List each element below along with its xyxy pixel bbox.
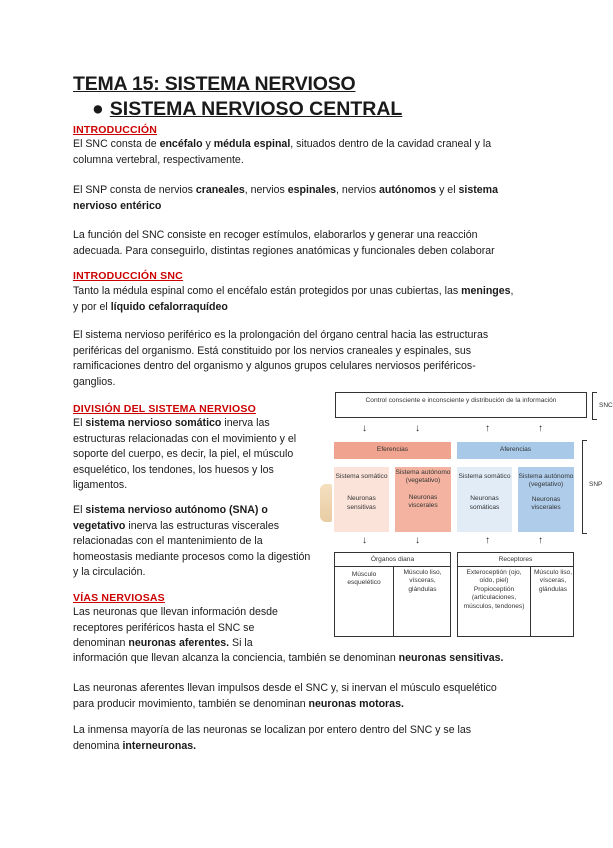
- text: Si la: [229, 637, 253, 649]
- heading-vias-nerviosas: VÍAS NERVIOSAS: [73, 592, 165, 604]
- heading-division: DIVISIÓN DEL SISTEMA NERVIOSO: [73, 403, 256, 415]
- text: información que llevan alcanza la conciencia, también se denominan: [73, 652, 399, 664]
- box-label: Sistema autónomo (vegetativo): [518, 473, 574, 489]
- box-cell: Músculo esquelético: [347, 571, 381, 587]
- snp-label: SNP: [589, 481, 603, 488]
- text: y el: [436, 184, 459, 196]
- paragraph-intro-3: La función del SNC consiste en recoger estímulos, elaborarlos y generar una reacción adecuada. Para conseguirlo, distintas regiones anatómicas y funcionales deben colaborar: [73, 229, 495, 257]
- arrow-down-icon: ↓: [362, 423, 367, 434]
- text: El SNP consta de nervios: [73, 184, 196, 196]
- diagram-efferent-somatic: [334, 467, 389, 532]
- paragraph-division-2: [73, 503, 313, 581]
- bold-text: craneales: [195, 184, 245, 196]
- paragraph-vias-1b: [73, 651, 563, 667]
- box-cell: Músculo liso, vísceras, glándulas: [403, 569, 442, 593]
- text: , situados dentro de la cavidad craneal y la columna vertebral, respectivamente.: [73, 138, 492, 166]
- snc-label: SNC: [599, 402, 613, 409]
- paragraph-division-1: [73, 416, 313, 494]
- text: inerva las estructuras relacionadas con el movimiento y el soporte del cuerpo, es decir, la piel, el músculo esquelético, los tendones, los huesos y los ligamentos.: [73, 417, 297, 491]
- diagram-efferent-box: Eferencias: [334, 442, 451, 459]
- paragraph-intro-2: [73, 183, 518, 214]
- bold-text: espinales: [287, 184, 337, 196]
- box-sublabel: Neuronas viscerales: [408, 493, 438, 510]
- bold-text: neuronas motoras.: [308, 697, 404, 710]
- arrow-up-icon: ↑: [538, 423, 543, 434]
- text: inerva las estructuras viscerales relacionadas con el mantenimiento de la homeostasis mediante procesos como la digestión y la circulación.: [73, 519, 311, 578]
- text: El: [73, 504, 86, 516]
- bold-text: médula espinal: [213, 138, 291, 150]
- text: , nervios: [336, 184, 380, 196]
- bold-text: sistema nervioso autónomo (SNA) o vegetativo: [73, 504, 268, 532]
- box-label: Sistema somático: [458, 473, 511, 480]
- arrow-up-icon: ↑: [485, 535, 490, 546]
- text: El SNC consta de: [73, 138, 160, 150]
- diagram-afferent-somatic: [457, 467, 512, 532]
- text: Las neuronas que llevan información desde receptores periféricos hasta el SNC se denominan: [73, 606, 278, 649]
- bold-text: neuronas aferentes.: [128, 637, 230, 649]
- box-cell: Exteroceptión (ojo, oído, piel) Propioceptión (articulaciones, músculos, tendones): [463, 569, 525, 610]
- paragraph-snc-1: [73, 284, 518, 315]
- arrow-up-icon: ↑: [485, 423, 490, 434]
- text: y: [202, 138, 214, 150]
- snc-bracket: [592, 392, 597, 420]
- bold-text: sistema nervioso entérico: [73, 184, 498, 212]
- bold-text: meninges: [461, 285, 511, 297]
- box-cell: Músculo liso, vísceras, glándulas: [533, 569, 573, 593]
- section-title-text: SISTEMA NERVIOSO CENTRAL: [109, 98, 403, 120]
- section-title: [92, 98, 402, 121]
- box-label: Sistema somático: [335, 473, 388, 480]
- paragraph-vias-2: [73, 681, 518, 712]
- text: , y por el: [73, 285, 514, 313]
- diagram-efferent-autonomic: [395, 467, 451, 532]
- arrow-down-icon: ↓: [415, 535, 420, 546]
- box-sublabel: Neuronas sensitivas: [347, 495, 376, 511]
- bullet-icon: ●: [92, 98, 104, 120]
- page-title: TEMA 15: SISTEMA NERVIOSO: [73, 73, 356, 95]
- box-label: Órganos diana: [370, 556, 415, 563]
- arrow-down-icon: ↓: [415, 423, 420, 434]
- paragraph-intro-1: [73, 137, 518, 168]
- diagram-afferent-box: Aferencias: [457, 442, 574, 459]
- diagram-afferent-autonomic: [518, 467, 574, 532]
- heading-introduccion-snc: INTRODUCCIÓN SNC: [73, 270, 183, 282]
- bold-text: sistema nervioso somático: [85, 417, 222, 429]
- arrow-down-icon: ↓: [362, 535, 367, 546]
- box-sublabel: Neuronas somáticas: [469, 495, 500, 511]
- nervous-system-diagram: [320, 392, 613, 642]
- bold-text: neuronas sensitivas.: [398, 652, 504, 664]
- paragraph-snc-2: El sistema nervioso periférico es la prolongación del órgano central hacia las estructuras periféricas del organismo. Está constituido por los nervios craneales y espinales, sus ramificaciones dentro del organismo y algunos grupos celulares nerviosos periféricos-ganglios.: [73, 329, 489, 388]
- text: El: [73, 417, 86, 429]
- paragraph-vias-1a: [73, 605, 298, 652]
- box-label: Receptores: [498, 556, 533, 563]
- hand-illustration: [320, 484, 332, 522]
- diagram-control-box: Control consciente e inconsciente y distribución de la información: [335, 392, 587, 418]
- diagram-receptors: [457, 552, 574, 637]
- box-sublabel: Neuronas viscerales: [531, 495, 561, 512]
- text: La inmensa mayoría de las neuronas se localizan por entero dentro del SNC y se las denomina: [73, 724, 472, 752]
- text: Las neuronas aferentes llevan impulsos desde el SNC y, si inervan el músculo esquelético para producir movimiento, también se denominan: [73, 682, 497, 710]
- bold-text: interneuronas.: [122, 739, 197, 752]
- box-label: Sistema autónomo (vegetativo): [395, 469, 451, 485]
- heading-introduccion: INTRODUCCIÓN: [73, 124, 158, 136]
- bold-text: líquido cefalorraquídeo: [110, 300, 228, 313]
- text: Tanto la médula espinal como el encéfalo están protegidos por unas cubiertas, las: [73, 285, 462, 297]
- paragraph-vias-3: [73, 723, 518, 754]
- text: , nervios: [244, 184, 288, 196]
- diagram-target-organs: [334, 552, 451, 637]
- bold-text: autónomos: [379, 184, 437, 196]
- snp-bracket: [582, 440, 587, 534]
- bold-text: encéfalo: [159, 138, 203, 150]
- arrow-up-icon: ↑: [538, 535, 543, 546]
